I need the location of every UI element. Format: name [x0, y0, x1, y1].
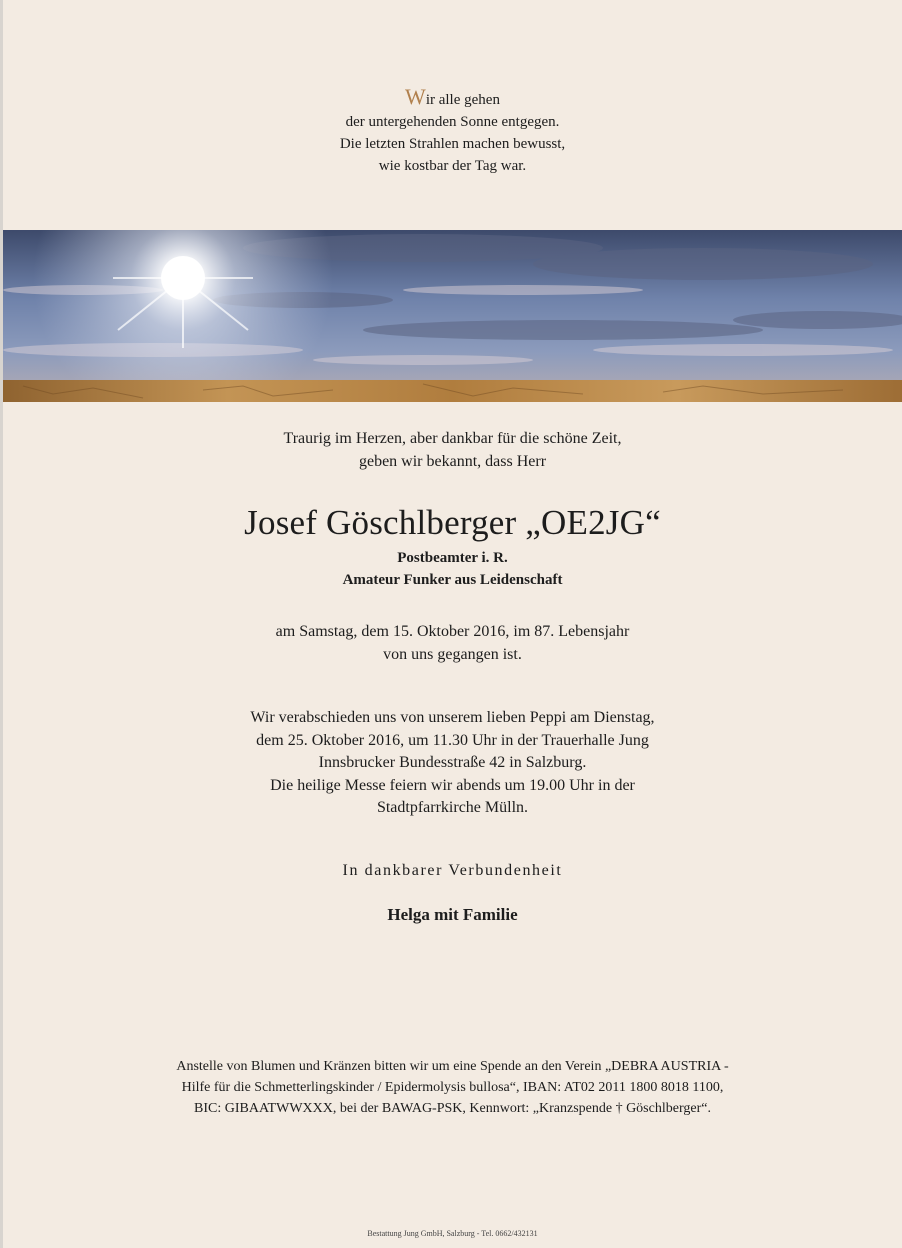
farewell-details — [3, 707, 902, 820]
deceased-titles — [3, 547, 902, 591]
donation-line-1: Anstelle von Blumen und Kränzen bitten wir um eine Spende an den Verein „DEBRA AUSTRIA - — [176, 1059, 729, 1074]
footer-imprint: Bestattung Jung GmbH, Salzburg - Tel. 0662/432131 — [367, 1229, 538, 1238]
death-notice-line-1: am Samstag, dem 15. Oktober 2016, im 87. Lebensjahr — [275, 623, 630, 640]
farewell-line-5: Stadtpfarrkirche Mülln. — [376, 799, 529, 816]
farewell-line-4: Die heilige Messe feiern wir abends um 19.00 Uhr in der — [270, 776, 635, 794]
death-notice — [3, 620, 902, 666]
poem-first-line-rest: ir alle gehen — [425, 92, 500, 108]
poem-line-1 — [3, 86, 902, 111]
deceased-title-1: Postbeamter i. R. — [397, 550, 508, 566]
sunset-banner-image — [3, 230, 902, 402]
donation-note — [3, 1056, 902, 1119]
poem-line-3: Die letzten Strahlen machen bewusst, — [339, 136, 566, 152]
poem-line-4: wie kostbar der Tag war. — [378, 158, 527, 174]
intro — [3, 427, 902, 473]
deceased-name: Josef Göschlberger „OE2JG“ — [244, 503, 661, 542]
deceased-title-2: Amateur Funker aus Leidenschaft — [342, 572, 563, 588]
banner-sun — [161, 256, 205, 300]
poem — [3, 86, 902, 177]
donation-line-2: Hilfe für die Schmetterlingskinder / Epidermolysis bullosa“, IBAN: AT02 2011 1800 8018 1100, — [181, 1080, 724, 1095]
poem-dropcap: W — [405, 84, 426, 109]
thanks-line: In dankbarer Verbundenheit — [342, 862, 563, 879]
intro-line-1: Traurig im Herzen, aber dankbar für die schöne Zeit, — [283, 430, 622, 447]
farewell-line-2: dem 25. Oktober 2016, um 11.30 Uhr in der Trauerhalle Jung — [256, 731, 649, 749]
poem-line-2: der untergehenden Sonne entgegen. — [345, 114, 560, 130]
farewell-line-1: Wir verabschieden uns von unserem lieben Peppi am Dienstag, — [250, 709, 655, 726]
banner-sun-glow — [3, 230, 902, 382]
donation-line-3: BIC: GIBAATWWXXX, bei der BAWAG-PSK, Kennwort: „Kranzspende † Göschlberger“. — [194, 1101, 711, 1116]
death-notice-line-2: von uns gegangen ist. — [383, 646, 522, 663]
farewell-line-3: Innsbrucker Bundesstraße 42 in Salzburg. — [318, 754, 587, 771]
intro-line-2: geben wir bekannt, dass Herr — [358, 453, 547, 470]
family-signature: Helga mit Familie — [387, 905, 518, 924]
